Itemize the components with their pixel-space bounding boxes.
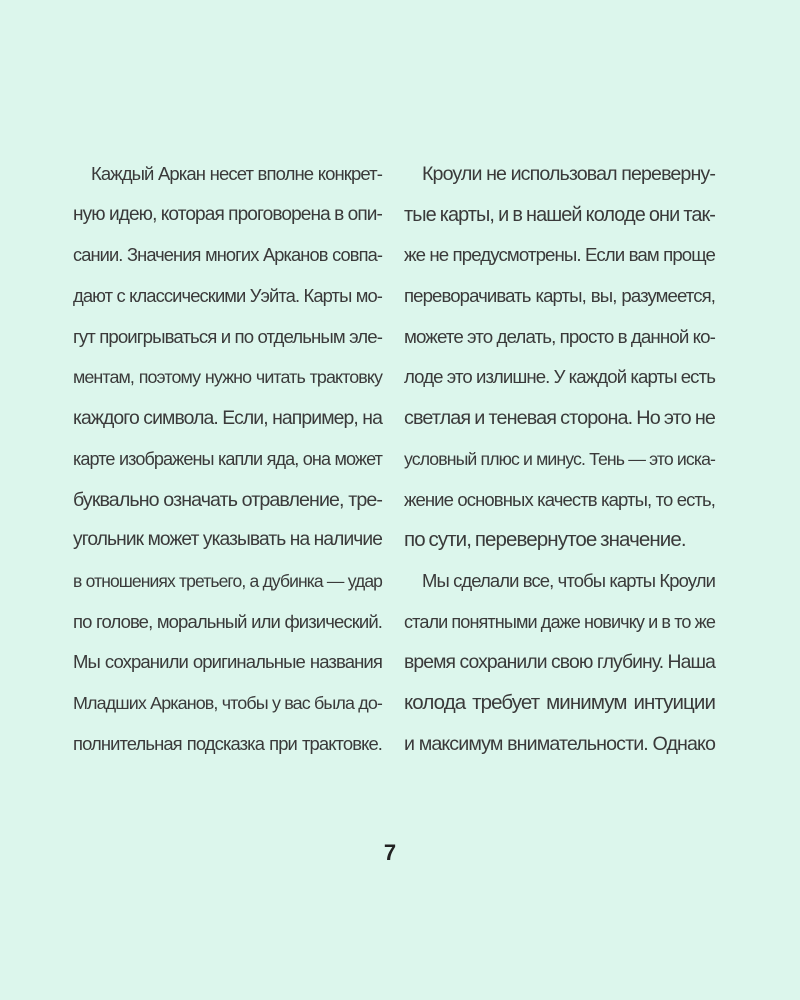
text-line: Младших Арканов, чтобы у вас была до- — [73, 692, 382, 713]
text-line: угольник может указывать на наличие — [73, 529, 382, 551]
text-line: стали понятными даже новичку и в то же — [404, 611, 715, 632]
text-line: по сути, перевернутое значение. — [404, 528, 686, 552]
text-line: переворачивать карты, вы, разумеется, — [404, 285, 715, 307]
text-line: жение основных качеств карты, то есть, — [404, 488, 715, 510]
text-line: тые карты, и в нашей колоде они так- — [404, 203, 715, 226]
text-line: условный плюс и минус. Тень — это иска- — [404, 448, 715, 469]
text-line: ментам, поэтому нужно читать трактовку — [73, 367, 382, 388]
text-line: Кроули не использовал переверну- — [422, 163, 715, 185]
text-line: колода требует минимум интуиции — [404, 690, 715, 714]
text-line: Мы сделали все, чтобы карты Кроули — [422, 569, 715, 591]
text-line: карте изображены капли яда, она может — [73, 448, 382, 469]
text-line: же не предусмотрены. Если вам проще — [404, 244, 715, 266]
text-line: ную идею, которая проговорена в опи- — [73, 203, 382, 225]
text-line: лоде это излишне. У каждой карты есть — [404, 366, 715, 388]
text-line: дают с классическими Уэйта. Карты мо- — [73, 285, 382, 307]
text-line: полнительная подсказка при трактовке. — [73, 732, 382, 754]
text-line: по голове, моральный или физический. — [73, 610, 382, 632]
text-line: время сохранили свою глубину. Наша — [404, 651, 715, 674]
text-line: светлая и теневая сторона. Но это не — [404, 407, 715, 430]
text-line: каждого символа. Если, например, на — [73, 407, 382, 430]
text-line: Мы сохранили оригинальные названия — [73, 651, 382, 673]
text-line: и максимум внимательности. Однако — [404, 732, 715, 755]
text-line: Каждый Аркан несет вполне конкрет- — [91, 163, 382, 184]
left-text-column — [73, 154, 382, 764]
text-line: в отношениях третьего, а дубинка — удар — [73, 570, 382, 591]
text-line: сании. Значения многих Арканов совпа- — [73, 244, 382, 266]
text-line: буквально означать отравление, тре- — [73, 488, 382, 511]
text-line: гут проигрываться и по отдельным эле- — [73, 325, 382, 347]
page-number: 7 — [383, 840, 397, 865]
right-text-column — [404, 154, 715, 764]
text-line: можете это делать, просто в данной ко- — [404, 325, 715, 347]
